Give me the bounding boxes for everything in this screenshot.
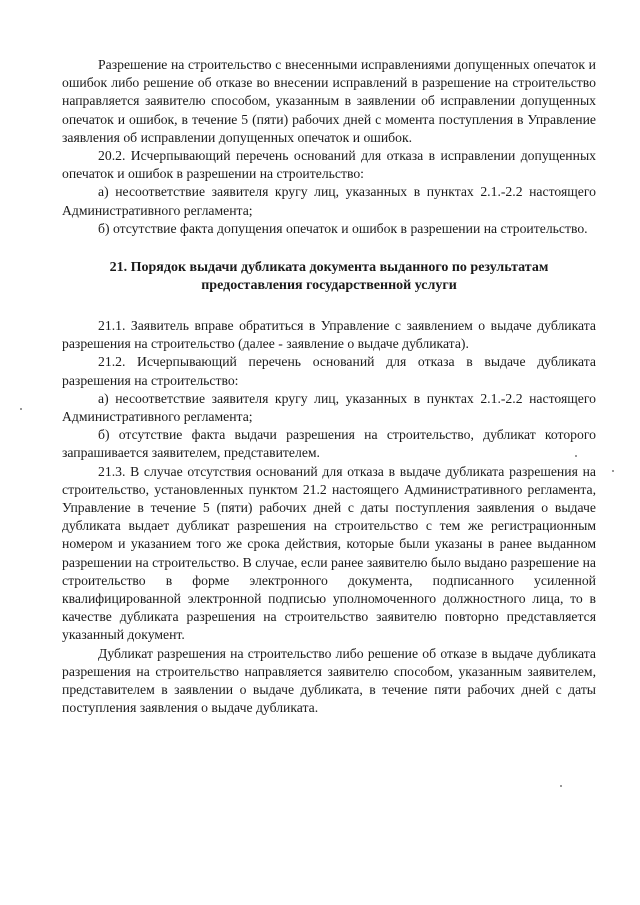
paragraph-duplicate-delivery: Дубликат разрешения на строительство либо решение об отказе в выдаче дубликата разрешения на строительство направляется заявителю способом, указанным заявителем, представителем в заявлении о выдаче дубликата, в течение пяти рабочих дней с даты поступления заявления о выдаче дубликата. xyxy=(62,645,596,716)
section-21-heading-line2: предоставления государственной услуги xyxy=(201,278,457,294)
list-item-20-2-b: б) отсутствие факта допущения опечаток и ошибок в разрешении на строительство. xyxy=(98,220,588,236)
paragraph-21-1: 21.1. Заявитель вправе обратиться в Управление с заявлением о выдаче дубликата разрешения на строительство (далее - заявление о выдаче дубликата). xyxy=(62,318,596,352)
scan-speck xyxy=(612,470,614,472)
paragraph-20-1-result: Разрешение на строительство с внесенными исправлениями допущенных опечаток и ошибок либо решение об отказе во внесении исправлений в разрешение на строительство направляется заявителю способом, указанным в заявлении об исправлении допущенных опечаток и ошибок, в течение 5 (пяти) рабочих дней с момента поступления в Управление заявления об исправлении допущенных опечаток и ошибок. xyxy=(62,57,596,145)
paragraph-20-2: 20.2. Исчерпывающий перечень оснований для отказа в исправлении допущенных опечаток и ошибок в разрешении на строительство: xyxy=(62,148,596,182)
paragraph-21-3: 21.3. В случае отсутствия оснований для отказа в выдаче дубликата разрешения на строительство, установленных пунктом 21.2 настоящего Административного регламента, Управление в течение 5 (пяти) рабочих дней с даты поступления заявления о выдаче дубликата выдает дубликат разрешения на строительство с тем же регистрационным номером и указанием того же срока действия, которые были указаны в ранее выданном разрешении на строительство. В случае, если ранее заявителю было выдано разрешение на строительство в форме электронного документа, подписанного усиленной квалифицированной электронной подписью уполномоченного должностного лица, то в качестве дубликата разрешения на строительство заявителю повторно представляется указанный документ. xyxy=(62,463,596,643)
paragraph-21-2: 21.2. Исчерпывающий перечень оснований для отказа в выдаче дубликата разрешения на строительство: xyxy=(62,354,596,388)
list-item-21-2-a: а) несоответствие заявителя кругу лиц, указанных в пунктах 2.1.-2.2 настоящего Административного регламента; xyxy=(62,390,596,425)
scan-speck xyxy=(560,785,562,787)
section-21-heading xyxy=(62,259,596,295)
section-21-heading-line1: 21. Порядок выдачи дубликата документа выданного по результатам xyxy=(109,260,549,276)
list-item-20-2-a: а) несоответствие заявителя кругу лиц, указанных в пунктах 2.1.-2.2 настоящего Административного регламента; xyxy=(62,184,596,218)
scan-speck xyxy=(20,408,22,410)
scan-speck xyxy=(575,455,577,457)
list-item-21-2-b: б) отсутствие факта выдачи разрешения на строительство, дубликат которого запрашивается заявителем, представителем. xyxy=(62,427,596,461)
document-page xyxy=(62,56,596,718)
